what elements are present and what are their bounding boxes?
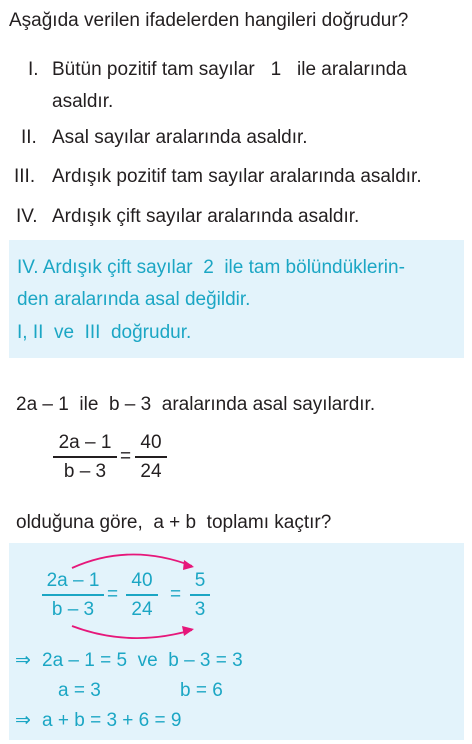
solution-fraction-3 xyxy=(190,570,210,621)
solution-1-line-2: den aralarında asal değildir. xyxy=(17,289,251,310)
bottom-arc-arrowhead xyxy=(182,626,194,636)
top-arc-arrow xyxy=(72,554,192,568)
item-4-number: IV. xyxy=(16,206,38,227)
given-fraction-right-denominator: 24 xyxy=(140,460,162,482)
solution-fraction-3-numerator: 5 xyxy=(194,570,206,591)
question-2-prompt: olduğuna göre, a + b toplamı kaçtır? xyxy=(16,512,332,533)
item-2-text: Asal sayılar aralarında asaldır. xyxy=(52,127,308,148)
fraction-bar xyxy=(190,594,210,596)
given-fraction-right-numerator: 40 xyxy=(140,432,162,453)
item-1-number: I. xyxy=(28,59,39,80)
solution-equals-2: = xyxy=(170,584,182,605)
solution-fraction-2-denominator: 24 xyxy=(131,598,153,620)
fraction-bar xyxy=(42,594,104,596)
solution-2-line-1: 2a – 1 = 5 ve b – 3 = 3 xyxy=(42,650,243,671)
solution-1-line-1: IV. Ardışık çift sayılar 2 ile tam bölündüklerin- xyxy=(17,257,405,278)
question-1-title: Aşağıda verilen ifadelerden hangileri doğrudur? xyxy=(9,10,409,31)
implies-arrow-icon: ⇒ xyxy=(15,709,31,731)
item-3-text: Ardışık pozitif tam sayılar aralarında asaldır. xyxy=(52,166,422,187)
solution-fraction-2-numerator: 40 xyxy=(131,570,153,591)
solution-2-a-value: a = 3 xyxy=(58,680,101,701)
bottom-arc-arrow xyxy=(72,626,192,638)
top-arc-arrowhead xyxy=(183,560,194,570)
solution-fraction-2 xyxy=(126,570,158,621)
solution-fraction-1-numerator: 2a – 1 xyxy=(46,570,100,591)
solution-fraction-1-denominator: b – 3 xyxy=(51,598,95,620)
item-1-text: Bütün pozitif tam sayılar 1 ile aralarında xyxy=(52,59,407,80)
solution-equals-1: = xyxy=(107,584,119,605)
solution-fraction-3-denominator: 3 xyxy=(194,598,206,620)
given-fraction-left-denominator: b – 3 xyxy=(63,460,107,482)
item-2-number: II. xyxy=(21,127,37,148)
solution-fraction-1 xyxy=(42,570,104,621)
solution-1-answer: I, II ve III doğrudur. xyxy=(17,322,192,343)
solution-2-answer: a + b = 3 + 6 = 9 xyxy=(42,710,182,731)
item-4-text: Ardışık çift sayılar aralarında asaldır. xyxy=(52,206,360,227)
implies-arrow-icon: ⇒ xyxy=(15,649,31,671)
given-fraction-left-numerator: 2a – 1 xyxy=(58,432,112,453)
question-2-statement: 2a – 1 ile b – 3 aralarında asal sayılardır. xyxy=(16,394,376,415)
solution-2-b-value: b = 6 xyxy=(180,680,223,701)
item-3-number: III. xyxy=(14,166,36,187)
fraction-bar xyxy=(126,594,158,596)
item-1-text-cont: asaldır. xyxy=(52,91,114,112)
given-equals: = xyxy=(120,446,132,467)
